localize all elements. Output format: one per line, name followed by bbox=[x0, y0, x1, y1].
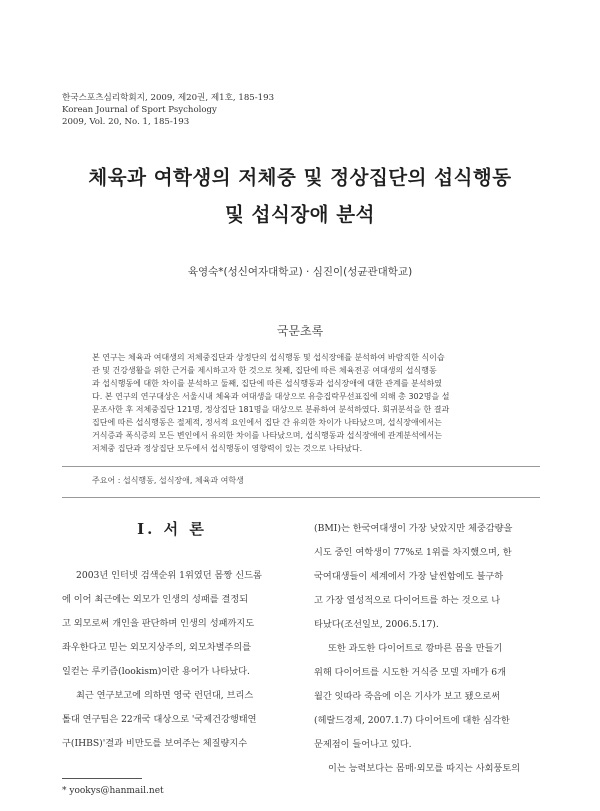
body-line: 국여대생들이 세계에서 가장 날씬함에도 불구하 bbox=[314, 571, 504, 582]
abstract-line: 집단에 따른 섭식행동은 절제적, 정서적 요인에서 집단 간 유의한 차이가 나타났으며, 섭식장애에서는 bbox=[92, 418, 442, 428]
footnote-email: * yookys@hanmail.net bbox=[62, 786, 164, 796]
keywords-top-rule bbox=[62, 466, 540, 467]
journal-line-korean: 한국스포츠심리학회지, 2009, 제20권, 제1호, 185-193 bbox=[62, 93, 275, 103]
body-line: 위해 다이어트를 시도한 거식증 모델 자매가 6개 bbox=[314, 667, 506, 678]
body-line: 이는 능력보다는 몸매·외모를 따지는 사회풍토의 bbox=[328, 763, 521, 774]
abstract-line: 저체중 집단과 정상집단 모두에서 섭식행동이 영향력이 있는 것으로 나타났다. bbox=[92, 444, 363, 454]
abstract-line: 문조사한 후 저체중집단 121명, 정상집단 181명을 대상으로 분류하여 분석하였다. 회귀분석을 한 결과 bbox=[92, 405, 450, 415]
abstract-line: 과 섭식행동에 대한 차이를 분석하고 둘째, 집단에 따른 섭식행동과 섭식장애에 대한 관계를 분석하였 bbox=[92, 379, 442, 389]
abstract-line: 거식증과 폭식증의 모든 변인에서 유의한 차이를 나타났으며, 섭식행동과 섭식장애에 관계분석에서는 bbox=[92, 431, 443, 441]
body-line: 문제점이 들어나고 있다. bbox=[314, 739, 412, 750]
journal-header bbox=[62, 92, 274, 128]
section-title: Ⅰ. 서 론 bbox=[137, 520, 207, 538]
body-line: 2003년 인터넷 검색순위 1위였던 몸짱 신드롬 bbox=[76, 570, 262, 581]
body-line: 타났다(조선일보, 2006.5.17). bbox=[314, 619, 439, 630]
paper-title-line-2: 및 섭식장애 분석 bbox=[225, 203, 375, 226]
abstract-line: 본 연구는 체육과 여대생의 저체중집단과 상정단의 섭식행동 및 섭식장애를 분석하여 바람직한 식이습 bbox=[92, 353, 445, 362]
abstract-heading: 국문초록 bbox=[276, 324, 324, 338]
footnote-rule bbox=[62, 778, 142, 779]
keywords: 주요어 : 섭식행동, 섭식장애, 체육과 여학생 bbox=[92, 476, 244, 485]
abstract-line: 관 및 건강생활을 위한 근거를 제시하고자 한 것으로 첫째, 집단에 따른 체육전공 여대생의 섭식행동 bbox=[92, 366, 437, 376]
body-line: (BMI)는 한국여대생이 가장 낮았지만 체중감량을 bbox=[314, 523, 513, 534]
body-line: 톨대 연구팀은 22개국 대상으로 '국제건강행태연 bbox=[62, 714, 257, 725]
body-line: 월간 잇따라 죽음에 이은 기사가 보고 됐으로써 bbox=[314, 691, 501, 702]
paper-title-line-1: 체육과 여학생의 저체중 및 정상집단의 섭식행동 bbox=[88, 166, 512, 189]
body-line: 고 가장 열성적으로 다이어트를 하는 것으로 나 bbox=[314, 595, 501, 606]
journal-line-english: Korean Journal of Sport Psychology bbox=[62, 105, 217, 115]
body-line: 시도 중인 여학생이 77%로 1위를 차지했으며, 한 bbox=[314, 547, 512, 558]
body-line: 또한 과도한 다이어트로 깡마른 몸을 만들기 bbox=[328, 643, 503, 654]
body-line: 일컫는 루키즘(lookism)이란 용어가 나타났다. bbox=[62, 666, 250, 677]
body-line: (헤랄드경제, 2007.1.7) 다이어트에 대한 심각한 bbox=[314, 715, 510, 726]
body-line: 고 외모로써 개인을 판단하며 인생의 성패까지도 bbox=[62, 618, 255, 629]
journal-line-volume: 2009, Vol. 20, No. 1, 185-193 bbox=[62, 117, 190, 127]
keywords-bottom-rule bbox=[62, 497, 540, 498]
authors: 육영숙*(성신여자대학교) · 심진이(성균관대학교) bbox=[187, 266, 413, 278]
body-line: 좌우한다고 믿는 외모지상주의, 외모차별주의를 bbox=[62, 642, 252, 653]
body-line: 에 이어 최근에는 외모가 인생의 성패를 결정되 bbox=[62, 594, 249, 605]
abstract bbox=[92, 351, 512, 455]
abstract-line: 다. 본 연구의 연구대상은 서울시내 체육과 여대생을 대상으로 유층집락무선표집에 의해 총 302명을 설 bbox=[92, 392, 450, 402]
body-line: 구(IHBS)'결과 비만도를 보여주는 체질량지수 bbox=[62, 738, 248, 749]
body-line: 최근 연구보고에 의하면 영국 런던대, 브리스 bbox=[76, 690, 254, 701]
